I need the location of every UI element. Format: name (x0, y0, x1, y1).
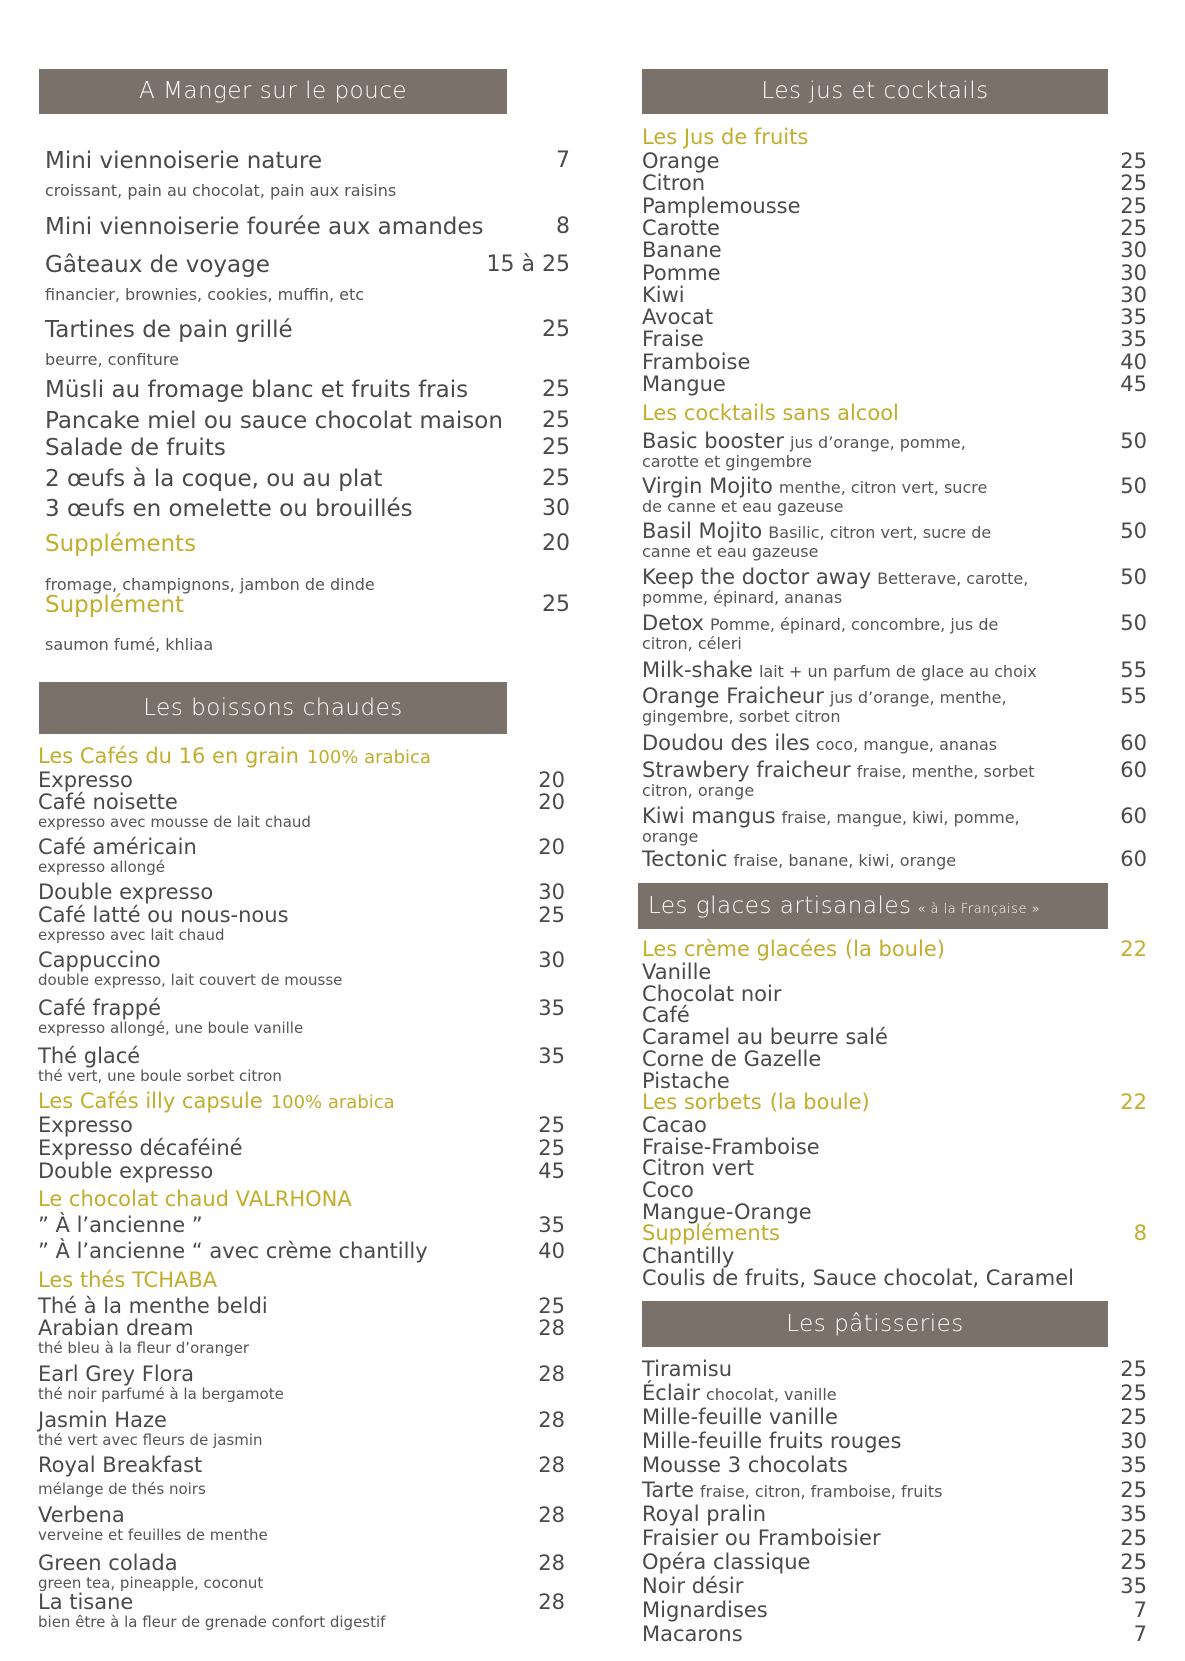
item-description: fromage, champignons, jambon de dinde (45, 575, 375, 594)
item-description: expresso allongé (38, 858, 165, 876)
subsection-title (642, 125, 808, 149)
subsection-title-text: Les Jus de fruits (642, 125, 809, 149)
menu-item-name: Banane (642, 238, 722, 263)
price: 28 (538, 1408, 565, 1432)
menu-item-name: Arabian dream (38, 1316, 194, 1340)
item-name: Keep the doctor away (642, 565, 872, 589)
section-header (642, 1301, 1108, 1347)
price: 35 (538, 1213, 565, 1237)
price: 60 (1120, 804, 1147, 828)
price: 22 (1120, 1090, 1147, 1114)
subsection-title-text: Suppléments (642, 1221, 780, 1245)
item-description: expresso allongé, une boule vanille (38, 1019, 304, 1037)
menu-item-name (642, 1357, 732, 1381)
subsection-title-text: Les thés TCHABA (38, 1268, 218, 1292)
supplement-label: Supplément (45, 592, 185, 618)
section-header (642, 69, 1108, 114)
menu-item-name: Café latté ou nous-nous (38, 903, 289, 927)
item-description: carotte et gingembre (642, 452, 812, 471)
menu-item-name (642, 847, 956, 871)
menu-item-name (642, 611, 998, 635)
item-inline-description: Basilic, citron vert, sucre de (768, 523, 992, 542)
item-name: Mousse 3 chocolats (642, 1453, 848, 1478)
subsection-title (38, 1089, 395, 1113)
price: 30 (538, 948, 565, 972)
price: 28 (538, 1362, 565, 1386)
menu-item-name (642, 804, 1020, 828)
menu-item-name: Mini viennoiserie fourée aux amandes (45, 214, 484, 240)
menu-item-name: Fraise (642, 327, 704, 352)
price: 28 (538, 1316, 565, 1340)
subsection-title (38, 1268, 217, 1292)
price: 55 (1120, 684, 1147, 708)
price: 50 (1120, 519, 1147, 543)
price: 35 (1120, 1501, 1147, 1526)
price: 7 (1133, 1622, 1147, 1647)
item-inline-description: Pomme, épinard, concombre, jus de (709, 615, 999, 634)
subsection-title-text: Les sorbets (642, 1090, 762, 1114)
menu-item-name: Thé à la menthe beldi (38, 1294, 268, 1318)
price: 20 (538, 790, 565, 814)
item-description: expresso avec lait chaud (38, 926, 225, 944)
supplement-item: Coulis de fruits, Sauce chocolat, Caramel (642, 1266, 1075, 1290)
menu-item-name (642, 1526, 881, 1550)
ice-flavor: Café (642, 1003, 690, 1028)
item-description: croissant, pain au chocolat, pain aux raisins (45, 181, 397, 200)
price: 28 (538, 1551, 565, 1575)
menu-item-name (642, 1478, 942, 1502)
item-description: green tea, pineapple, coconut (38, 1574, 264, 1592)
ice-flavor: Vanille (642, 960, 712, 984)
item-name: Doudou des iles (642, 731, 810, 755)
price: 25 (1120, 1525, 1147, 1550)
menu-item-name: ” À l’ancienne ” (38, 1213, 203, 1237)
item-name: Milk-shake (642, 658, 753, 682)
item-description: verveine et feuilles de menthe (38, 1526, 268, 1544)
price: 40 (538, 1239, 565, 1263)
item-name: Royal pralin (642, 1501, 767, 1526)
price: 20 (542, 531, 570, 556)
menu-item-name: Carotte (642, 215, 720, 240)
item-inline-description: chocolat, vanille (706, 1385, 837, 1405)
sorbet-flavor: Mangue-Orange (642, 1199, 812, 1224)
menu-item-name: Jasmin Haze (38, 1408, 167, 1432)
menu-item-name: Mini viennoiserie nature (45, 148, 323, 174)
item-inline-description: menthe, citron vert, sucre (778, 478, 988, 497)
section-header (39, 682, 507, 734)
item-name: Tarte (642, 1477, 695, 1502)
item-description: expresso avec mousse de lait chaud (38, 813, 311, 831)
price: 25 (1120, 193, 1147, 218)
menu-item-name: ” À l’ancienne “ avec crème chantilly (38, 1239, 428, 1263)
price: 25 (542, 377, 570, 402)
price: 50 (1120, 611, 1147, 635)
menu-item-name: La tisane (38, 1590, 134, 1614)
price: 40 (1120, 349, 1147, 374)
menu-item-name (642, 565, 1028, 589)
item-description: citron, céleri (642, 634, 742, 653)
item-description: thé vert, une boule sorbet citron (38, 1067, 282, 1085)
price: 25 (1120, 149, 1147, 173)
price: 25 (1120, 1405, 1147, 1430)
item-description: citron, orange (642, 781, 755, 800)
item-description: thé noir parfumé à la bergamote (38, 1385, 284, 1403)
price: 25 (542, 408, 570, 433)
subsection-title-text: Les crème glacées (642, 937, 837, 961)
item-name: Kiwi mangus (642, 804, 776, 828)
item-name: Tiramisu (642, 1357, 733, 1381)
ice-flavor: Corne de Gazelle (642, 1046, 822, 1071)
menu-item-name: Orange (642, 149, 720, 173)
item-name: Noir désir (642, 1573, 744, 1598)
menu-item-name (642, 758, 1034, 782)
price: 25 (538, 903, 565, 927)
supplement-item: Chantilly (642, 1244, 735, 1268)
price: 25 (1120, 1549, 1147, 1574)
menu-item-name: Pamplemousse (642, 193, 801, 218)
menu-item-name (642, 1598, 768, 1622)
price: 28 (538, 1590, 565, 1614)
price: 60 (1120, 847, 1147, 871)
subsection-title-text: Les Cafés du 16 en grain (38, 744, 299, 768)
menu-item-name: Thé glacé (38, 1044, 141, 1068)
item-name: Mille-feuille vanille (642, 1405, 838, 1430)
menu-item-name: Tartines de pain grillé (45, 317, 293, 343)
price: 50 (1120, 474, 1147, 498)
price: 60 (1120, 731, 1147, 755)
menu-item-name (642, 1429, 901, 1453)
section-title: Les pâtisseries (786, 1311, 964, 1337)
item-description: financier, brownies, cookies, muffin, etc (45, 285, 365, 304)
item-description: thé vert avec fleurs de jasmin (38, 1431, 263, 1449)
price: 30 (1120, 1429, 1147, 1454)
price: 25 (538, 1136, 565, 1160)
price: 25 (542, 466, 570, 491)
price: 25 (1120, 1357, 1147, 1381)
price: 20 (538, 768, 565, 792)
item-inline-description: Betterave, carotte, (877, 569, 1029, 588)
item-name: Fraisier ou Framboisier (642, 1525, 881, 1550)
section-title: Les boissons chaudes (143, 695, 403, 721)
menu-item-name (642, 684, 1007, 708)
price: 45 (538, 1159, 565, 1183)
menu-item-name: Pancake miel ou sauce chocolat maison (45, 408, 503, 434)
subsection-title (642, 1090, 870, 1114)
menu-item-name: Double expresso (38, 1159, 214, 1183)
section-header (638, 883, 1108, 929)
item-name: Macarons (642, 1622, 743, 1647)
menu-item-name: 2 œufs à la coque, ou au plat (45, 466, 383, 492)
menu-item-name (642, 1405, 838, 1429)
menu-item-name (642, 429, 966, 453)
menu-item-name: Gâteaux de voyage (45, 252, 270, 278)
menu-item-name (642, 731, 997, 755)
price: 28 (538, 1503, 565, 1527)
menu-item-name: Café américain (38, 835, 197, 859)
price: 30 (1120, 282, 1147, 307)
menu-item-name (642, 519, 991, 543)
menu-item-name (642, 1453, 848, 1477)
item-inline-description: fraise, menthe, sorbet (856, 762, 1035, 781)
price: 25 (1120, 1381, 1147, 1406)
menu-item-name: Expresso (38, 1113, 133, 1137)
price: 50 (1120, 565, 1147, 589)
subsection-title (642, 937, 945, 961)
subsection-title-text: Les Cafés illy capsule (38, 1089, 263, 1113)
item-name: Mille-feuille fruits rouges (642, 1429, 902, 1454)
item-description: beurre, confiture (45, 350, 179, 369)
menu-item-name: Framboise (642, 349, 751, 374)
price: 7 (556, 148, 570, 173)
price: 30 (1120, 238, 1147, 263)
price: 45 (1120, 372, 1147, 396)
menu-item-name: Pomme (642, 260, 721, 285)
price: 35 (1120, 1453, 1147, 1478)
item-description: orange (642, 827, 699, 846)
sorbet-flavor: Fraise-Framboise (642, 1134, 820, 1159)
section-title-note: « à la Française » (917, 902, 1041, 917)
price: 60 (1120, 758, 1147, 782)
sorbet-flavor: Cacao (642, 1113, 707, 1137)
menu-item-name: Royal Breakfast (38, 1453, 203, 1477)
price: 35 (538, 1044, 565, 1068)
price: 7 (1133, 1598, 1147, 1622)
menu-item-name (642, 1622, 743, 1646)
price: 25 (542, 592, 570, 617)
item-name: Mignardises (642, 1598, 768, 1622)
price: 15 à 25 (486, 252, 570, 277)
price: 25 (1120, 171, 1147, 196)
price: 35 (1120, 1573, 1147, 1598)
menu-item-name: Cappuccino (38, 948, 161, 972)
item-name: Orange Fraicheur (642, 684, 824, 708)
item-description: thé bleu à la fleur d’oranger (38, 1339, 250, 1357)
sorbet-flavor: Citron vert (642, 1156, 754, 1181)
item-name: Opéra classique (642, 1549, 811, 1574)
price: 8 (556, 214, 570, 239)
ice-flavor: Caramel au beurre salé (642, 1025, 888, 1050)
item-description: gingembre, sorbet citron (642, 707, 841, 726)
menu-item-name (642, 1381, 837, 1405)
item-name: Strawbery fraicheur (642, 758, 851, 782)
menu-item-name: Expresso décaféiné (38, 1136, 243, 1160)
menu-item-name: 3 œufs en omelette ou brouillés (45, 496, 413, 522)
menu-item-name (642, 1502, 766, 1526)
price: 55 (1120, 658, 1147, 682)
ice-flavor: Chocolat noir (642, 981, 782, 1006)
menu-item-name (642, 658, 1037, 682)
price: 50 (1120, 429, 1147, 453)
price: 25 (538, 1294, 565, 1318)
item-description: saumon fumé, khliaa (45, 635, 214, 654)
menu-item-name: Double expresso (38, 880, 214, 904)
section-title: Les jus et cocktails (761, 78, 989, 104)
item-description: pomme, épinard, ananas (642, 588, 843, 607)
item-inline-description: fraise, banane, kiwi, orange (733, 851, 957, 870)
sorbet-flavor: Coco (642, 1178, 694, 1203)
menu-item-name: Avocat (642, 305, 714, 330)
subsection-title-text: Le chocolat chaud VALRHONA (38, 1187, 352, 1211)
menu-item-name: Kiwi (642, 282, 685, 307)
price: 28 (538, 1453, 565, 1477)
menu-item-name: Green colada (38, 1551, 178, 1575)
menu-item-name: Citron (642, 171, 706, 196)
item-description: canne et eau gazeuse (642, 542, 819, 561)
section-title: Les glaces artisanales (648, 893, 912, 919)
item-name: Tectonic (642, 847, 728, 871)
item-name: Basil Mojito (642, 519, 763, 543)
subsection-title-note: (la boule) (769, 1090, 870, 1114)
price: 30 (542, 496, 570, 521)
menu-item-name: Café frappé (38, 996, 161, 1020)
menu-item-name: Salade de fruits (45, 435, 226, 461)
menu-item-name (642, 1574, 743, 1598)
item-inline-description: coco, mangue, ananas (815, 735, 998, 754)
subsection-title (38, 744, 431, 768)
price: 25 (1120, 1477, 1147, 1502)
subsection-title (38, 1187, 352, 1211)
item-name: Basic booster (642, 429, 785, 453)
section-title: A Manger sur le pouce (138, 78, 407, 104)
item-inline-description: fraise, mangue, kiwi, pomme, (781, 808, 1020, 827)
subsection-title-note: (la boule) (844, 937, 945, 961)
menu-item-name: Café noisette (38, 790, 178, 814)
price: 35 (538, 996, 565, 1020)
item-name: Virgin Mojito (642, 474, 773, 498)
menu-item-name (642, 1550, 810, 1574)
price: 8 (1133, 1221, 1147, 1245)
price: 30 (1120, 260, 1147, 285)
item-description: bien être à la fleur de grenade confort digestif (38, 1613, 386, 1631)
item-inline-description: fraise, citron, framboise, fruits (700, 1481, 943, 1501)
menu-item-name: Verbena (38, 1503, 125, 1527)
subsection-title (642, 1221, 780, 1245)
price: 25 (542, 317, 570, 342)
price: 35 (1120, 305, 1147, 330)
price: 25 (542, 435, 570, 460)
item-inline-description: jus d’orange, menthe, (829, 688, 1007, 707)
subsection-title-text: Les cocktails sans alcool (642, 401, 899, 425)
price: 25 (538, 1113, 565, 1137)
menu-item-name: Expresso (38, 768, 133, 792)
item-name: Éclair (642, 1381, 700, 1406)
menu-item-name: Earl Grey Flora (38, 1362, 195, 1386)
item-description: mélange de thés noirs (38, 1480, 206, 1498)
section-header (39, 69, 507, 114)
price: 22 (1120, 937, 1147, 961)
ice-flavor: Pistache (642, 1068, 730, 1093)
item-description: double expresso, lait couvert de mousse (38, 971, 343, 989)
item-description: de canne et eau gazeuse (642, 497, 844, 516)
price: 35 (1120, 327, 1147, 352)
subsection-title-note: 100% arabica (306, 747, 431, 768)
menu-item-name: Mangue (642, 372, 726, 396)
price: 20 (538, 835, 565, 859)
supplement-label: Suppléments (45, 531, 197, 557)
menu-item-name (642, 474, 987, 498)
item-name: Detox (642, 611, 704, 635)
menu-item-name: Müsli au fromage blanc et fruits frais (45, 377, 469, 403)
price: 25 (1120, 215, 1147, 240)
subsection-title-note: 100% arabica (270, 1092, 395, 1113)
subsection-title (642, 401, 899, 425)
item-inline-description: lait + un parfum de glace au choix (758, 662, 1037, 681)
price: 30 (538, 880, 565, 904)
item-inline-description: jus d’orange, pomme, (790, 433, 966, 452)
